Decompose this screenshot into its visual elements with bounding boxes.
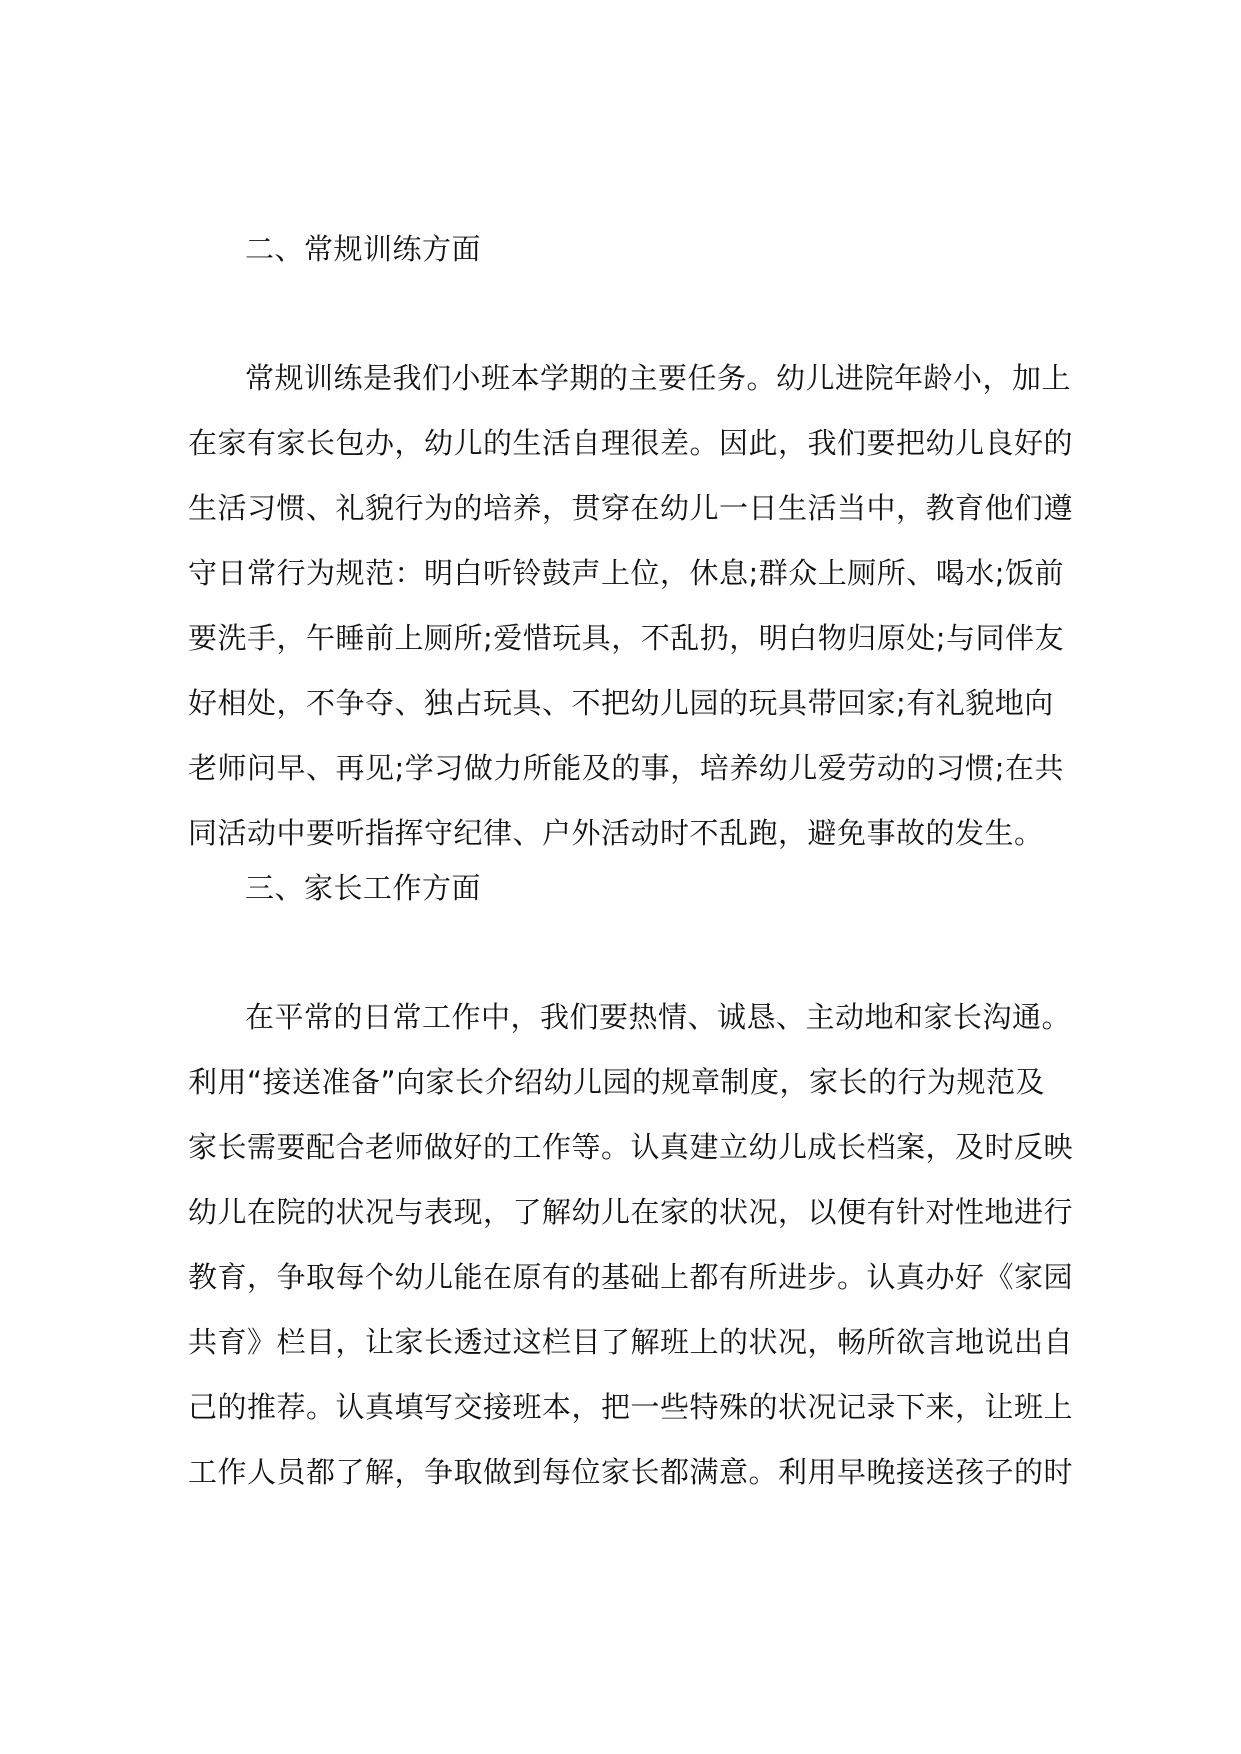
paragraph-line: 家长需要配合老师做好的工作等。认真建立幼儿成长档案，及时反映 [188,1130,1074,1164]
paragraph-line: 在家有家长包办，幼儿的生活自理很差。因此，我们要把幼儿良好的 [188,426,1074,460]
paragraph-routine-training [188,346,1074,866]
paragraph-line: 守日常行为规范：明白听铃鼓声上位，休息;群众上厕所、喝水;饭前 [188,556,1065,590]
paragraph-line: 生活习惯、礼貌行为的培养，贯穿在幼儿一日生活当中，教育他们遵 [188,491,1074,525]
paragraph-line: 教育，争取每个幼儿能在原有的基础上都有所进步。认真办好《家园 [188,1260,1074,1294]
paragraph-line: 好相处，不争夺、独占玩具、不把幼儿园的玩具带回家;有礼貌地向 [188,686,1054,720]
paragraph-line: 己的推荐。认真填写交接班本，把一些特殊的状况记录下来，让班上 [188,1390,1074,1424]
paragraph-line: 利用“接送准备”向家长介绍幼儿园的规章制度，家长的行为规范及 [188,1065,1046,1099]
paragraph-line: 同活动中要听指挥守纪律、户外活动时不乱跑，避免事故的发生。 [188,816,1044,850]
paragraph-parent-work [188,985,1074,1505]
paragraph-line: 老师问早、再见;学习做力所能及的事，培养幼儿爱劳动的习惯;在共 [188,751,1065,785]
paragraph-line: 在平常的日常工作中，我们要热情、诚恳、主动地和家长沟通。 [245,1000,1072,1034]
paragraph-line: 要洗手，午睡前上厕所;爱惜玩具，不乱扔，明白物归原处;与同伴友 [188,621,1065,655]
paragraph-line: 常规训练是我们小班本学期的主要任务。幼儿进院年龄小，加上 [245,361,1072,395]
section-heading-parent-work: 三、家长工作方面 [245,871,482,905]
paragraph-line: 共育》栏目，让家长透过这栏目了解班上的状况，畅所欲言地说出自 [188,1325,1074,1359]
paragraph-line: 幼儿在院的状况与表现，了解幼儿在家的状况，以便有针对性地进行 [188,1195,1074,1229]
section-heading-routine-training: 二、常规训练方面 [245,232,482,266]
paragraph-line: 工作人员都了解，争取做到每位家长都满意。利用早晚接送孩子的时 [188,1455,1074,1489]
